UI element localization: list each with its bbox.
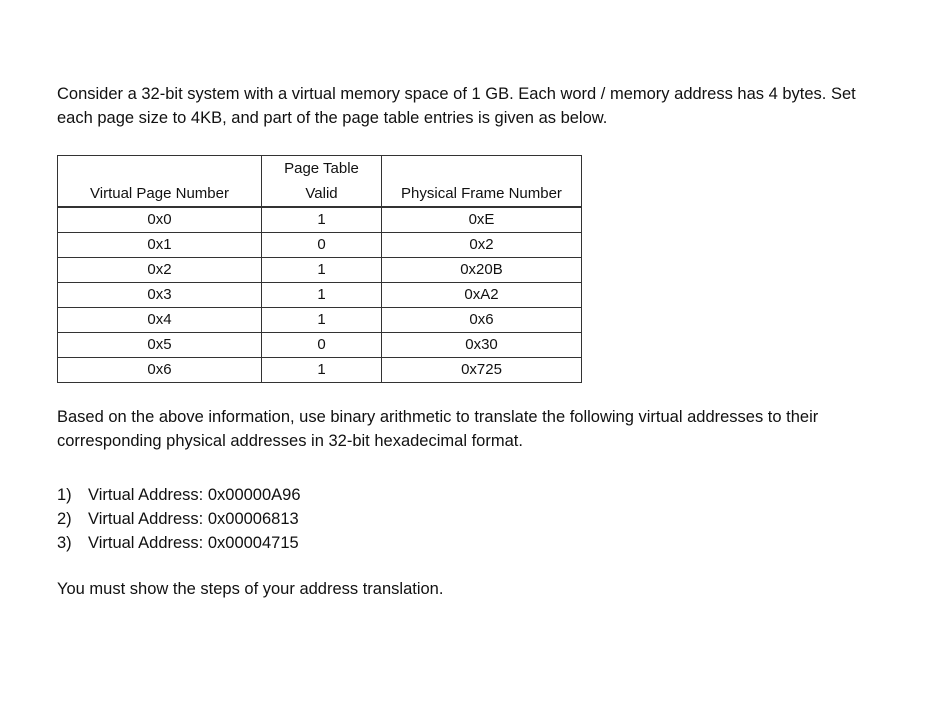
cell-pfn: 0xA2 [382, 283, 582, 308]
cell-vpn: 0x6 [58, 358, 262, 383]
cell-valid: 1 [262, 207, 382, 233]
table-row [58, 308, 582, 333]
header-page-table: Page Table [262, 156, 382, 182]
page-table [57, 155, 582, 383]
cell-pfn: 0x725 [382, 358, 582, 383]
header-blank-pfn [382, 156, 582, 182]
cell-pfn: 0x2 [382, 233, 582, 258]
question-text: Virtual Address: 0x00006813 [88, 510, 299, 528]
intro-paragraph: Consider a 32-bit system with a virtual memory space of 1 GB. Each word / memory address has 4 bytes. Set each page size to 4KB, and part of the page table entries is given as below. [57, 85, 856, 127]
table-header-row-top [58, 156, 582, 182]
cell-pfn: 0x30 [382, 333, 582, 358]
list-item [57, 531, 301, 555]
list-item [57, 483, 301, 507]
cell-vpn: 0x4 [58, 308, 262, 333]
cell-pfn: 0x6 [382, 308, 582, 333]
cell-vpn: 0x2 [58, 258, 262, 283]
cell-vpn: 0x1 [58, 233, 262, 258]
list-item [57, 507, 301, 531]
question-number: 3) [57, 534, 72, 552]
cell-valid: 1 [262, 258, 382, 283]
question-number: 1) [57, 486, 72, 504]
cell-vpn: 0x5 [58, 333, 262, 358]
cell-vpn: 0x3 [58, 283, 262, 308]
cell-valid: 1 [262, 308, 382, 333]
header-virtual-page-number: Virtual Page Number [58, 181, 262, 207]
cell-pfn: 0x20B [382, 258, 582, 283]
header-blank-vpn [58, 156, 262, 182]
table-row [58, 233, 582, 258]
question-list [57, 483, 301, 555]
header-valid: Valid [262, 181, 382, 207]
cell-valid: 1 [262, 358, 382, 383]
question-number: 2) [57, 510, 72, 528]
question-text: Virtual Address: 0x00004715 [88, 534, 299, 552]
cell-valid: 0 [262, 333, 382, 358]
header-physical-frame-number: Physical Frame Number [382, 181, 582, 207]
task-paragraph: Based on the above information, use binary arithmetic to translate the following virtual addresses to their corresponding physical addresses in 32-bit hexadecimal format. [57, 408, 819, 450]
cell-valid: 0 [262, 233, 382, 258]
cell-pfn: 0xE [382, 207, 582, 233]
table-row [58, 207, 582, 233]
table-row [58, 258, 582, 283]
cell-valid: 1 [262, 283, 382, 308]
table-row [58, 333, 582, 358]
table-row [58, 358, 582, 383]
cell-vpn: 0x0 [58, 207, 262, 233]
footer-paragraph: You must show the steps of your address translation. [57, 580, 444, 598]
table-header-row [58, 181, 582, 207]
question-text: Virtual Address: 0x00000A96 [88, 486, 301, 504]
table-row [58, 283, 582, 308]
